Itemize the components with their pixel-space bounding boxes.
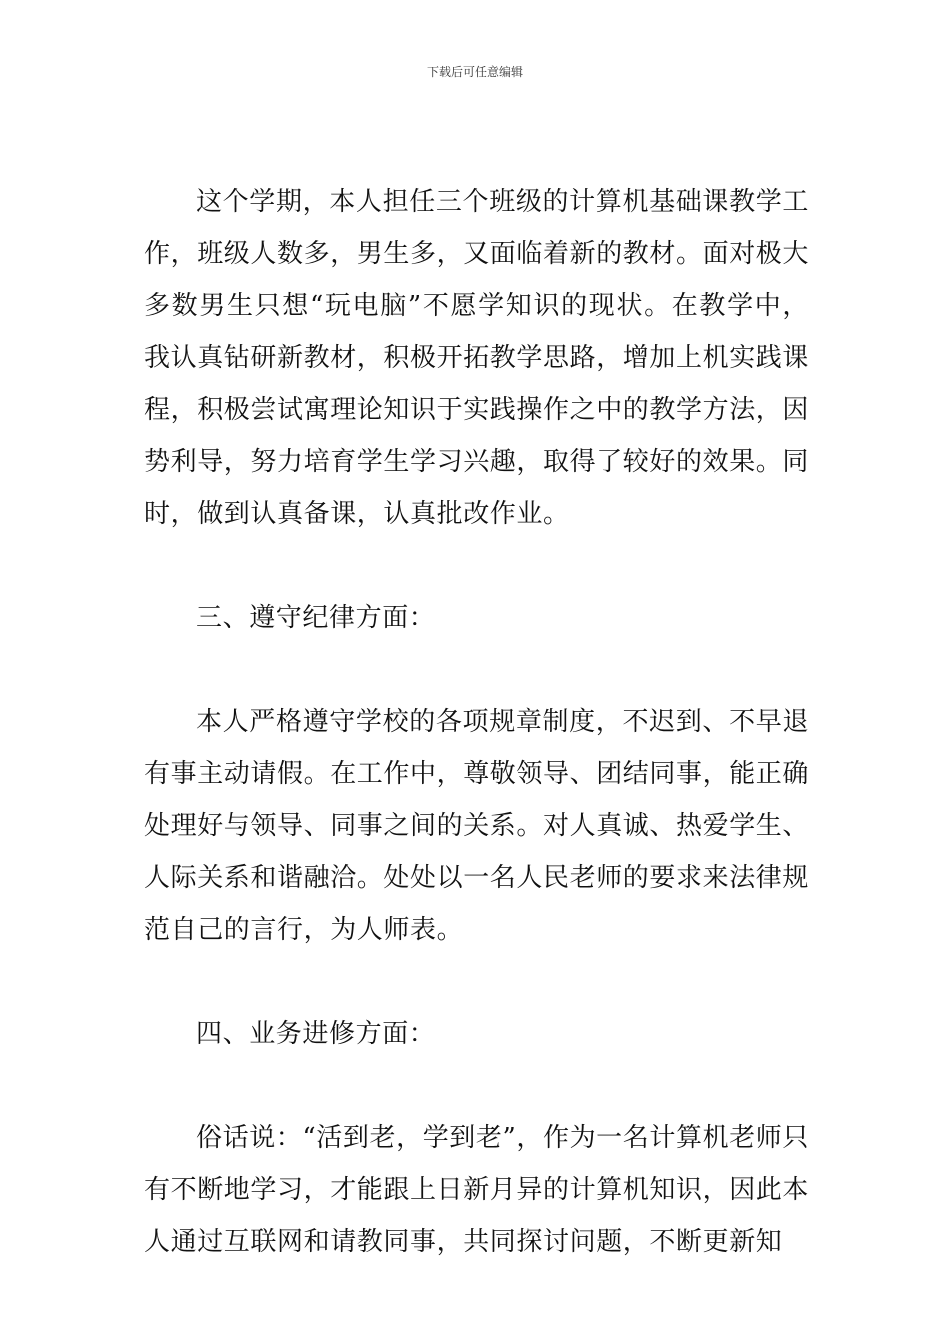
section-heading-discipline: 三、遵守纪律方面： [196, 603, 436, 633]
paragraph-discipline: 本人严格遵守学校的各项规章制度，不迟到、不早退有事主动请假。在工作中，尊敬领导、团结同事，能正确处理好与领导、同事之间的关系。对人真诚、热爱学生、人际关系和谐融洽。处处以一名人民老师的要求来法律规范自己的言行，为人师表。 [144, 707, 810, 945]
page-header-note: 下载后可任意编辑 [426, 65, 523, 79]
paragraph-spacer [144, 644, 809, 696]
paragraph-spacer [144, 956, 809, 1008]
paragraph-study: 俗话说：“活到老，学到老”，作为一名计算机老师只有不断地学习，才能跟上日新月异的计算机知识，因此本人通过互联网和请教同事，共同探讨问题，不断更新知 [144, 1123, 810, 1257]
paragraph-teaching: 这个学期，本人担任三个班级的计算机基础课教学工作，班级人数多，男生多，又面临着新的教材。面对极大多数男生只想“玩电脑”不愿学知识的现状。在教学中，我认真钻研新教材，积极开拓教学思路，增加上机实践课程，积极尝试寓理论知识于实践操作之中的教学方法，因势利导，努力培育学生学习兴趣，取得了较好的效果。同时，做到认真备课，认真批改作业。 [144, 187, 810, 529]
document-body [144, 176, 809, 1268]
paragraph-spacer [144, 1060, 809, 1112]
paragraph-spacer [144, 540, 809, 592]
section-heading-study: 四、业务进修方面： [196, 1019, 436, 1049]
